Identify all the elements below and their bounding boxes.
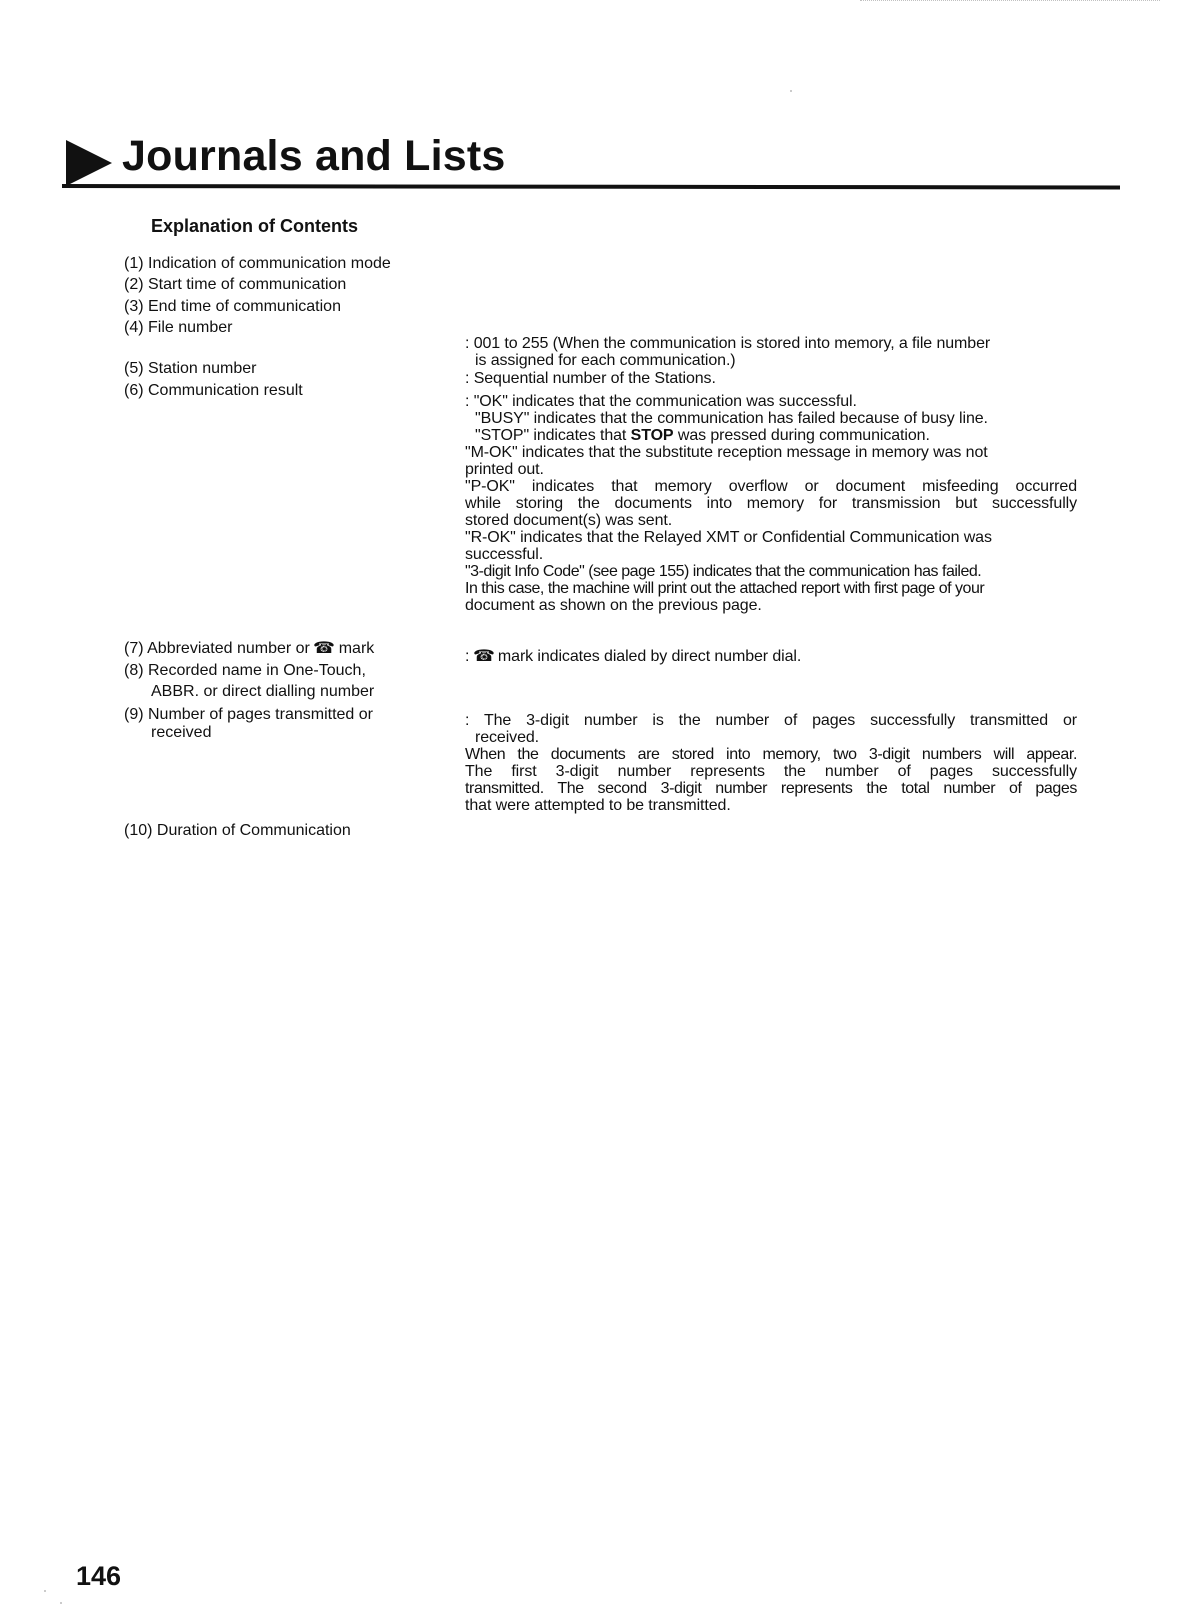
desc-6-line13: document as shown on the previous page.: [465, 597, 762, 614]
desc-9-line1: : The 3-digit number is the number of pages successfully transmitted or: [465, 712, 1077, 729]
item-label-10: (10) Duration of Communication: [124, 822, 351, 839]
desc-6-line12: In this case, the machine will print out the attached report with first page of your: [465, 580, 985, 597]
desc-6-line6: "P-OK" indicates that memory overflow or document misfeeding occurred: [465, 478, 1077, 495]
desc-4-line1: : 001 to 255 (When the communication is stored into memory, a file number: [465, 335, 991, 352]
desc-6-line3: [465, 427, 1077, 444]
item-label-5: (5) Station number: [124, 360, 257, 377]
header-rule: [62, 184, 1120, 189]
desc-6-stop-prefix: "STOP" indicates that: [475, 427, 627, 444]
desc-6-line10: successful.: [465, 546, 544, 563]
desc-9-line4: The first 3-digit number represents the number of pages successfully: [465, 763, 1077, 780]
item-desc-5: [465, 370, 1077, 387]
page-title: Journals and Lists: [122, 132, 506, 180]
scan-speck: [790, 90, 792, 92]
play-arrow-icon: [66, 140, 112, 186]
desc-4-line2: is assigned for each communication.): [475, 352, 736, 369]
desc-6-line7: while storing the documents into memory for transmission but successfully: [465, 495, 1077, 512]
item-label-9-line1: (9) Number of pages transmitted or: [124, 706, 373, 723]
item-label-9-line2: received: [151, 724, 212, 741]
item-label-8: [124, 660, 374, 702]
desc-7-line1: [465, 648, 1077, 665]
item-desc-4: [465, 335, 1077, 369]
desc-6-stop-suffix: was pressed during communication.: [677, 427, 930, 444]
item-desc-9: [465, 712, 1077, 814]
item-label-2: (2) Start time of communication: [124, 276, 347, 293]
item-label-8-line2: ABBR. or direct dialling number: [151, 683, 375, 700]
desc-6-line9: "R-OK" indicates that the Relayed XMT or Confidential Communication was: [465, 529, 992, 546]
item-label-7-prefix: (7) Abbreviated number or: [124, 640, 310, 657]
item-label-7-suffix: mark: [338, 640, 375, 657]
stop-key-label: STOP: [630, 427, 674, 444]
item-desc-7: [465, 648, 1077, 665]
desc-9-line5: transmitted. The second 3-digit number represents the total number of pages: [465, 780, 1077, 797]
item-desc-6: [465, 393, 1077, 614]
item-label-3: (3) End time of communication: [124, 298, 341, 315]
phone-icon: ☎: [313, 640, 336, 657]
desc-6-line2: "BUSY" indicates that the communication has failed because of busy line.: [475, 410, 988, 427]
desc-7-prefix: :: [465, 648, 470, 665]
desc-6-line4: "M-OK" indicates that the substitute reception message in memory was not: [465, 444, 988, 461]
desc-7-suffix: mark indicates dialed by direct number dial.: [497, 648, 802, 665]
desc-6-line1: : "OK" indicates that the communication was successful.: [465, 393, 857, 410]
desc-9-line6: that were attempted to be transmitted.: [465, 797, 731, 814]
section-heading: Explanation of Contents: [151, 216, 358, 236]
desc-6-line11: "3-digit Info Code" (see page 155) indicates that the communication has failed.: [465, 563, 982, 580]
item-label-6: (6) Communication result: [124, 382, 303, 399]
desc-9-line3: When the documents are stored into memory, two 3-digit numbers will appear.: [465, 746, 1077, 763]
phone-icon: ☎: [472, 648, 495, 665]
item-label-1: (1) Indication of communication mode: [124, 255, 391, 272]
scan-artifact: [860, 0, 1160, 4]
page-header: [62, 128, 1120, 200]
page-number: 146: [76, 1561, 122, 1591]
desc-9-line2: received.: [475, 729, 540, 746]
desc-5-line1: : Sequential number of the Stations.: [465, 370, 716, 387]
desc-6-line8: stored document(s) was sent.: [465, 512, 673, 529]
scan-speck: [44, 1590, 46, 1592]
item-label-9: [124, 704, 373, 743]
item-label-8-line1: (8) Recorded name in One-Touch,: [124, 662, 366, 679]
scan-speck: [60, 1602, 62, 1604]
item-label-7: [124, 638, 374, 659]
item-label-4: (4) File number: [124, 319, 233, 336]
desc-6-line5: printed out.: [465, 461, 544, 478]
